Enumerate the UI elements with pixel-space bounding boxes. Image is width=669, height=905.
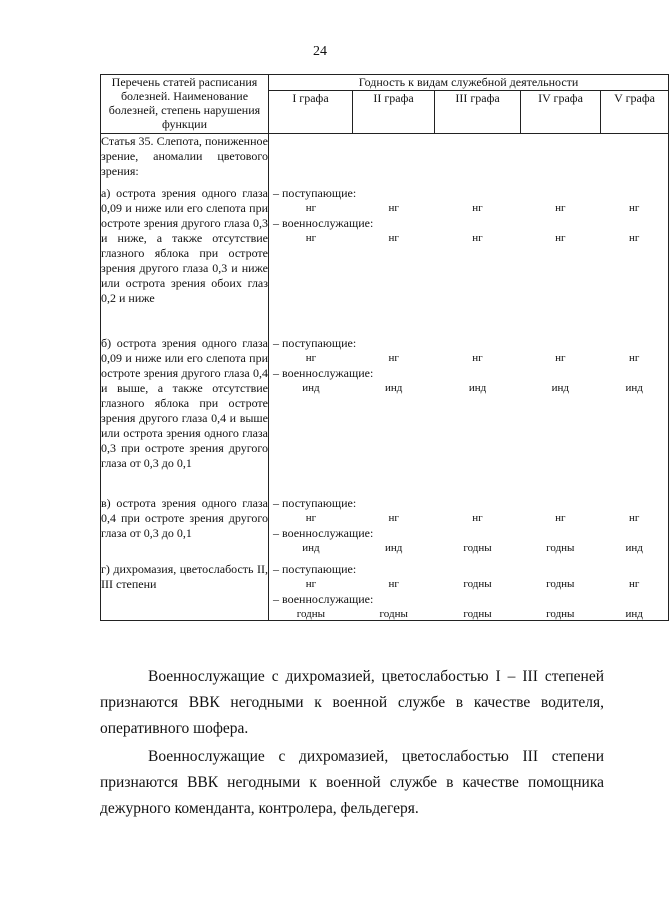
grades-block-d bbox=[269, 562, 668, 620]
grade-value: годны bbox=[463, 542, 492, 554]
grade-value: нг bbox=[628, 352, 640, 364]
grade-value: нг bbox=[555, 202, 566, 214]
grade-value: нг bbox=[628, 232, 640, 244]
grade-value: нг bbox=[305, 512, 317, 524]
grades-row bbox=[269, 381, 668, 396]
grades-row bbox=[269, 511, 668, 526]
articles-column-header: Перечень статей расписания болезней. Наименование болезней, степень нарушения функции bbox=[101, 75, 269, 134]
servicemen-label: – военнослужащие: bbox=[273, 592, 374, 606]
fitness-table bbox=[100, 74, 669, 621]
grafa-4-header: IV графа bbox=[521, 91, 601, 134]
grade-value: нг bbox=[305, 352, 317, 364]
grafa-5-header: V графа bbox=[601, 91, 669, 134]
grade-value: нг bbox=[628, 578, 640, 590]
grade-value: годны bbox=[546, 608, 575, 620]
grade-value: нг bbox=[555, 232, 566, 244]
article-item-c: в) острота зрения одного глаза 0,4 при остроте зрения другого глаза от 0,3 до 0,1 bbox=[101, 496, 268, 540]
paragraph-commandant: Военнослужащие с дихромазией, цветослабостью III степени признаются ВВК негодными к военной службе в качестве помощника дежурного коменданта, контролера, фельдегеря. bbox=[100, 748, 604, 817]
grades-block-a bbox=[269, 186, 668, 336]
applicants-label: – поступающие: bbox=[273, 562, 357, 576]
grade-value: нг bbox=[472, 202, 483, 214]
grade-value: нг bbox=[555, 512, 566, 524]
grade-value: инд bbox=[302, 542, 320, 554]
applicants-label: – поступающие: bbox=[273, 336, 357, 350]
grade-value: нг bbox=[388, 202, 399, 214]
grades-row bbox=[269, 201, 668, 216]
grade-value: нг bbox=[472, 352, 483, 364]
grades-block-c bbox=[269, 496, 668, 562]
grafa-2-header: II графа bbox=[353, 91, 435, 134]
grade-value: инд bbox=[385, 542, 403, 554]
grade-value: годны bbox=[463, 608, 492, 620]
grade-value: инд bbox=[625, 608, 643, 620]
fitness-group-header: Годность к видам служебной деятельности bbox=[269, 75, 669, 91]
grade-value: инд bbox=[385, 382, 403, 394]
articles-cell bbox=[101, 134, 269, 621]
grades-row bbox=[269, 577, 668, 592]
grade-value: годны bbox=[296, 608, 326, 620]
grade-value: нг bbox=[388, 352, 399, 364]
grade-value: нг bbox=[628, 512, 640, 524]
grade-value: нг bbox=[388, 232, 399, 244]
grade-value: годны bbox=[379, 608, 408, 620]
grade-value: инд bbox=[551, 382, 569, 394]
grade-value: инд bbox=[625, 542, 643, 554]
grades-cell bbox=[269, 134, 669, 621]
servicemen-label: – военнослужащие: bbox=[273, 366, 374, 380]
grade-value: инд bbox=[302, 382, 320, 394]
grade-value: годны bbox=[463, 578, 492, 590]
grade-value: нг bbox=[472, 512, 483, 524]
grafa-1-header: I графа bbox=[269, 91, 353, 134]
grades-block-b bbox=[269, 336, 668, 496]
applicants-label: – поступающие: bbox=[273, 186, 357, 200]
applicants-label: – поступающие: bbox=[273, 496, 357, 510]
servicemen-label: – военнослужащие: bbox=[273, 526, 374, 540]
grades-row bbox=[269, 351, 668, 366]
grade-value: нг bbox=[388, 512, 399, 524]
grade-value: нг bbox=[628, 202, 640, 214]
grades-row bbox=[269, 231, 668, 246]
grade-value: годны bbox=[546, 542, 575, 554]
grade-value: инд bbox=[468, 382, 487, 394]
grades-row bbox=[269, 541, 668, 556]
grade-value: нг bbox=[472, 232, 483, 244]
article-title: Статья 35. Слепота, пониженное зрение, аномалии цветового зрения: bbox=[101, 134, 268, 178]
servicemen-label: – военнослужащие: bbox=[273, 216, 374, 230]
grades-row bbox=[269, 607, 668, 622]
grade-value: нг bbox=[555, 352, 566, 364]
grade-value: нг bbox=[305, 202, 317, 214]
grade-value: нг bbox=[305, 232, 317, 244]
paragraph-drivers: Военнослужащие с дихромазией, цветослабостью I – III степеней признаются ВВК негодными к военной службе в качестве водителя, оперативного шофера. bbox=[100, 668, 604, 737]
page-number: 24 bbox=[313, 44, 327, 59]
grade-value: инд bbox=[625, 382, 643, 394]
article-item-b: б) острота зрения одного глаза 0,09 и ниже или его слепота при остроте зрения другого глаза 0,4 и выше, а также отсутствие глазного яблока при остроте зрения другого глаза 0,4 и выше или острота зрения одного глаза 0,3 при остроте зрения другого глаза от 0,3 до 0,1 bbox=[101, 336, 268, 470]
article-item-d: г) дихромазия, цветослабость II, III степени bbox=[101, 562, 268, 591]
grade-value: годны bbox=[546, 578, 575, 590]
article-item-a: а) острота зрения одного глаза 0,09 и ниже или его слепота при остроте зрения другого глаза 0,3 и ниже, а также отсутствие глазного яблока при остроте зрения другого глаза 0,3 и ниже или острота зрения обоих глаз 0,2 и ниже bbox=[101, 186, 268, 305]
grafa-3-header: III графа bbox=[435, 91, 521, 134]
grade-value: нг bbox=[388, 578, 399, 590]
grade-value: нг bbox=[305, 578, 317, 590]
